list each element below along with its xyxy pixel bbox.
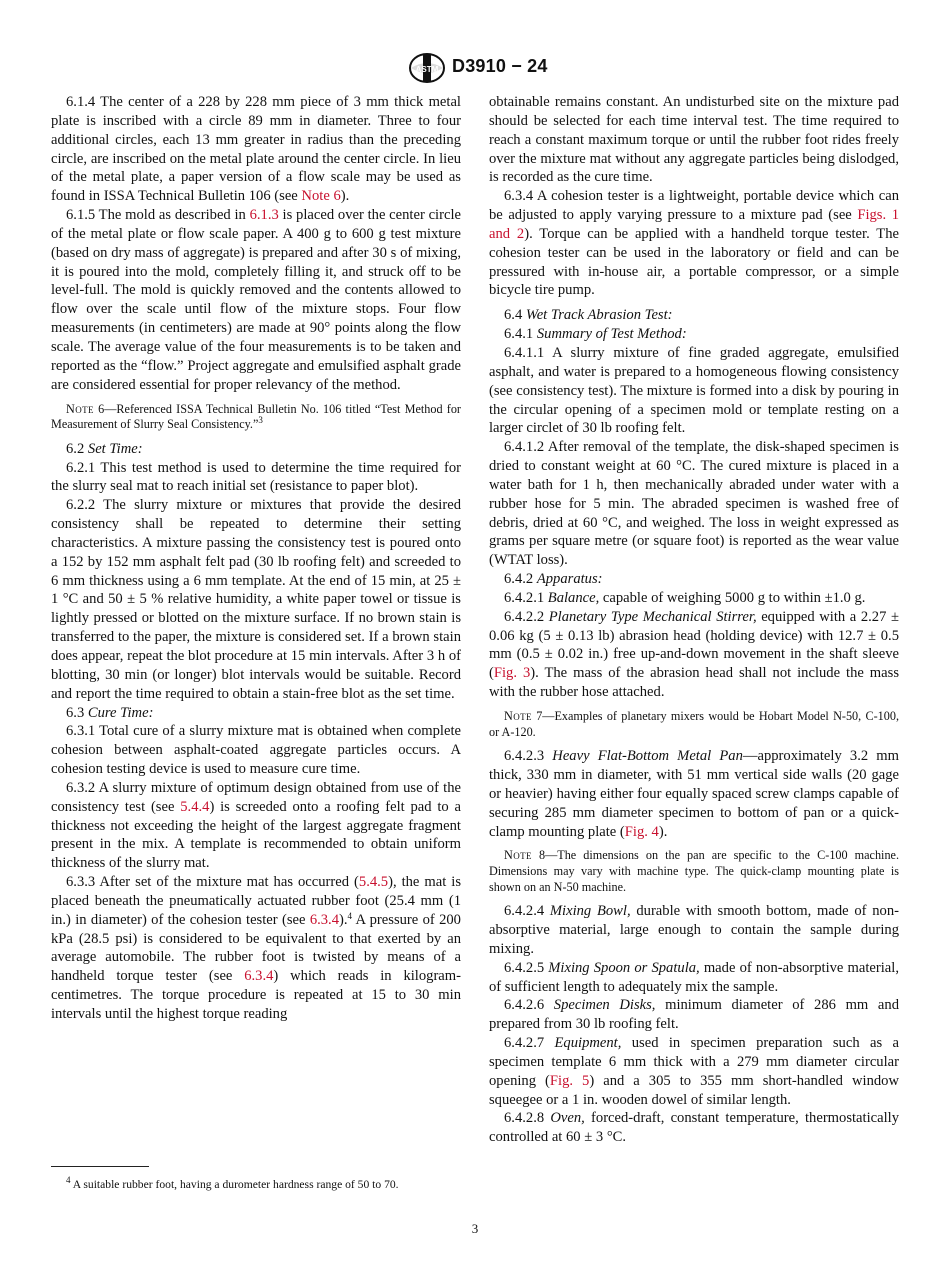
paragraph-6-3-4: 6.3.4 A cohesion tester is a lightweight, portable device which can be adjusted to apply varying pressure to a mixture pad (see Figs. 1 and 2). Torque can be applied with a handheld torque tester. The cohesion tester can be used in the laboratory or field and can be pressured with in-house air, a portable compressor, or a simple bicycle tire pump.: [489, 188, 899, 299]
heading-6-4-1: 6.4.1 Summary of Test Method:: [504, 326, 687, 343]
paragraph-6-4-1-2: 6.4.1.2 After removal of the template, the disk-shaped specimen is dried to constant weight at 60 °C. The cured mixture is placed in a water bath for 1 h, then mechanically abraded under water with a rubber hose for 5 min. The abraded specimen is washed free of debris, dried at 60 °C, and weighed. The loss in weight expressed as grams per square metre (or square foot) is reported as the wear value (WTAT loss).: [489, 439, 899, 569]
paragraph-6-4-2-5: 6.4.2.5 Mixing Spoon or Spatula, made of non-absorptive material, of sufficient length to adequately mix the sample.: [489, 959, 899, 995]
fig-3-link[interactable]: Fig. 3: [493, 665, 531, 682]
paragraph-6-4-2-3: 6.4.2.3 Heavy Flat-Bottom Metal Pan—approximately 3.2 mm thick, 330 mm in diameter, with 51 mm vertical side walls (20 gage or heavier) having either four equally spaced screw clamps capable of securing 285 mm diameter specimen to bottom of pan or a quick-clamp mounting plate (Fig. 4).: [489, 748, 899, 840]
footnote-divider: [51, 1166, 149, 1167]
note-6-link[interactable]: Note 6: [301, 188, 341, 205]
paragraph-6-2-2: 6.2.2 The slurry mixture or mixtures that provide the desired consistency shall be repeated to determine their setting characteristics. A mixture passing the consistency test is poured onto a 152 by 152 mm asphalt felt pad (30 lb roofing felt) and screeded to 6 mm thickness using a 6 mm template. At the end of 15 min, at 25 ± 1 °C and 50 ± 5 % relative humidity, a white paper towel or tissue is lightly pressed or blotted on the mixture surface. If no brown stain is transferred to the paper, the mixture is considered set. If a brown stain does appear, repeat the blot procedure at 15 min intervals. After 3 h of blotting, 30 min (or longer) blot intervals would be suitable. Record and report the time required to obtain a stain-free blot as the set time.: [51, 497, 461, 702]
paragraph-6-4-2-8: 6.4.2.8 Oven, forced-draft, constant temperature, thermostatically controlled at 60 ± 3 °C.: [489, 1110, 900, 1146]
page-number: 3: [471, 1221, 479, 1236]
note-6: Note 6—Referenced ISSA Technical Bulletin No. 106 titled “Test Method for Measurement of Slurry Seal Consistency.”$^3$: [51, 401, 461, 432]
section-6-3-4-link[interactable]: 6.3.4: [309, 911, 339, 928]
paragraph-6-4-2-7: 6.4.2.7 Equipment, used in specimen preparation such as a specimen template 6 mm thick with a 279 mm diameter circular opening (Fig. 5) and a 305 to 355 mm short-handled window squeegee or a 1 in. wooden dowel of similar length.: [489, 1035, 900, 1108]
heading-6-3: 6.3 Cure Time:: [66, 704, 154, 721]
astm-logo-text: ASTM: [415, 65, 439, 74]
paragraph-6-2-1: 6.2.1 This test method is used to determine the time required for the slurry seal mat to reach initial set (resistance to paper blot).: [51, 459, 461, 495]
page-header: [0, 52, 950, 86]
fig-5-link[interactable]: Fig. 5: [549, 1072, 590, 1089]
paragraph-6-4-2-4: 6.4.2.4 Mixing Bowl, durable with smooth bottom, made of non-absorptive material, large enough to contain the sample during mixing.: [489, 903, 899, 957]
heading-6-2: 6.2 Set Time:: [66, 440, 143, 457]
note-7: Note 7—Examples of planetary mixers would be Hobart Model N-50, C-100, or A-120.: [489, 709, 899, 739]
paragraph-6-4-2-6: 6.4.2.6 Specimen Disks, minimum diameter of 286 mm and prepared from 30 lb roofing felt.: [489, 997, 899, 1033]
paragraph-6-1-5: 6.1.5 The mold as described in 6.1.3 is placed over the center circle of the metal plate or flow scale paper. A 400 g to 600 g test mixture (based on dry mass of aggregate) is prepared and after 30 s of mixing, it is poured into the mold, completely filling it, and struck off to be level-full. The mold is quickly removed and the contents allowed to flow over the scale until flow of the mixture stops. Four flow measurements (in centimeters) are made at 90° points along the flow scale. The average value of the four measurements is to be taken and reported as the “flow.” Project aggregate and emulsified asphalt grade are considered essential for proper relevancy of the method.: [51, 207, 461, 393]
footnote-4: $^4$ A suitable rubber foot, having a durometer hardness range of 50 to 70.: [66, 1175, 399, 1191]
section-5-4-4-link[interactable]: 5.4.4: [180, 798, 210, 815]
paragraph-6-4-1-1: 6.4.1.1 A slurry mixture of fine graded aggregate, emulsified asphalt, and water is prepared to a homogeneous flowing consistency (see consistency test). The mixture is formed into a disk by pouring in the circular opening of a specimen mold or template resting on a larger circlet of 30 lb roofing felt.: [489, 344, 899, 437]
left-column: [51, 93, 461, 1024]
paragraph-6-4-2-1: 6.4.2.1 Balance, capable of weighing 5000 g to within ±1.0 g.: [504, 589, 866, 606]
paragraph-6-3-3-continued: obtainable remains constant. An undisturbed site on the mixture pad should be selected for each time interval test. The time required to reach a constant maximum torque or until the rubber foot rides freely over the mixture mat without any aggregate particles being dislodged, is recorded as the cure time.: [489, 94, 899, 186]
footnote-4-marker: 4: [347, 910, 353, 921]
heading-6-4-2: 6.4.2 Apparatus:: [504, 571, 603, 588]
paragraph-6-3-2: 6.3.2 A slurry mixture of optimum design obtained from use of the consistency test (see 5.4.4) is screeded onto a roofing felt pad to a thickness not exceeding the height of the largest aggregate fragment present in the mix. A template is recommended to obtain uniform thickness of the slurry mat.: [51, 779, 461, 872]
paragraph-6-3-1: 6.3.1 Total cure of a slurry mixture mat is obtained when complete cohesion between asphalt-coated aggregate particles occurs. A cohesion testing device is used to measure cure time.: [51, 723, 461, 778]
heading-6-4: 6.4 Wet Track Abrasion Test:: [504, 307, 673, 324]
right-column: [489, 93, 899, 1147]
section-6-1-3-link[interactable]: 6.1.3: [249, 207, 279, 224]
section-6-3-4-link-2[interactable]: 6.3.4: [244, 968, 274, 985]
section-5-4-5-link[interactable]: 5.4.5: [358, 874, 389, 891]
fig-4-link[interactable]: Fig. 4: [624, 823, 659, 840]
figs-1-2-link[interactable]: Figs. 1 and 2: [489, 207, 899, 242]
paragraph-6-4-2-2: 6.4.2.2 Planetary Type Mechanical Stirrer, equipped with a 2.27 ± 0.06 kg (5 ± 0.13 lb) abrasion head (holding device) with 12.7 ± 0.5 mm (0.5 ± 0.02 in.) free up-and-down movement in the shaft sleeve (Fig. 3). The mass of the abrasion head shall not include the mass with the rubber hose attached.: [489, 608, 899, 701]
note-8: Note 8—The dimensions on the pan are specific to the C-100 machine. Dimensions may vary with machine type. The quick-clamp mounting plate is shown on an N-50 machine.: [489, 848, 899, 894]
paragraph-6-3-3: 6.3.3 After set of the mixture mat has occurred (5.4.5), the mat is placed beneath the pneumatically actuated rubber foot (25.4 mm (1 in.) in diameter) of the cohesion tester (see 6.3.4).$^4$ A pressure of 200 kPa (28.5 psi) is considered to be equivalent to that exerted by an average automobile. The rubber foot is twisted by means of a handheld torque tester (see 6.3.4) which reads in kilogram-centimetres. The torque procedure is repeated at 15 to 30 min intervals until the highest torque reading: [51, 874, 461, 1022]
document-designation: D3910 − 24: [452, 56, 548, 76]
astm-logo-icon: [408, 52, 446, 84]
paragraph-6-1-4: 6.1.4 The center of a 228 by 228 mm piece of 3 mm thick metal plate is inscribed with a circle 89 mm in diameter. Three to four additional circles, each 13 mm greater in radius than the preceding circle, are inscribed on the metal plate around the center circle. In lieu of the metal plate, a paper version of a flow scale may be used as found in ISSA Technical Bulletin 106 (see Note 6).: [51, 94, 461, 205]
